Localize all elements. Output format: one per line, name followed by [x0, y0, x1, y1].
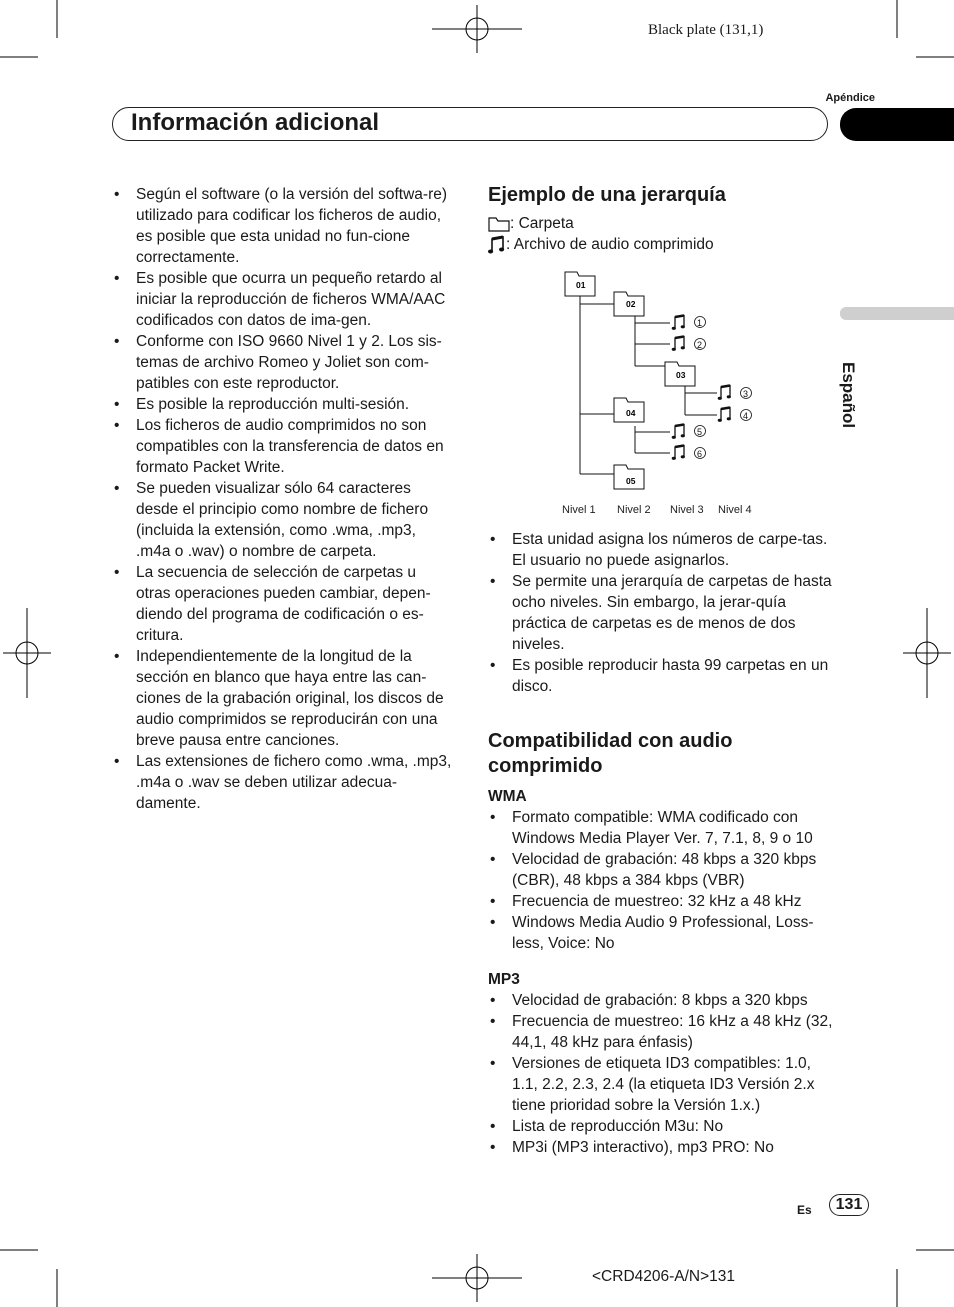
- wma-heading: WMA: [488, 788, 527, 805]
- file-4: [718, 408, 752, 422]
- file-number: 1: [697, 318, 703, 328]
- legend-file: [488, 234, 833, 255]
- folder-04: [614, 398, 644, 422]
- chapter-tab: [840, 108, 954, 141]
- list-item: • Conforme con ISO 9660 Nivel 1 y 2. Los sis-temas de archivo Romeo y Joliet son com-patibles con este reproductor.: [112, 331, 454, 394]
- file-5: [672, 425, 706, 439]
- folder-01: [565, 272, 595, 296]
- list-item: • Es posible la reproducción multi-sesión.: [112, 394, 454, 415]
- list-item: • Las extensiones de fichero como .wma, .mp3, .m4a o .wav se deben utilizar adecua-damente.: [112, 751, 454, 814]
- page-title: Información adicional: [131, 109, 380, 136]
- folder-label: 01: [576, 280, 586, 290]
- mp3-bullet-list: [488, 990, 833, 1158]
- file-2: [672, 337, 706, 351]
- document-code: <CRD4206-A/N>131: [592, 1268, 736, 1285]
- file-number: 2: [697, 340, 703, 350]
- mp3-section: [488, 990, 833, 1158]
- list-item: • La secuencia de selección de carpetas u otras operaciones pueden cambiar, depen-diendo del programa de codificación o es-critura.: [112, 562, 454, 646]
- list-item: • Lista de reproducción M3u: No: [488, 1116, 833, 1137]
- list-item: • Según el software (o la versión del softwa-re) utilizado para codificar los ficheros de audio, es posible que esta unidad no fun-cione correctamente.: [112, 184, 454, 268]
- legend-folder: [488, 213, 833, 234]
- folder-label: 05: [626, 476, 636, 486]
- section-label: Apéndice: [825, 92, 875, 104]
- list-item: • Frecuencia de muestreo: 32 kHz a 48 kHz: [488, 891, 833, 912]
- list-item: • Versiones de etiqueta ID3 compatibles: 1.0, 1.1, 2.2, 2.3, 2.4 (la etiqueta ID3 Versión 2.x tiene prioridad sobre la Versión 1.x.): [488, 1053, 833, 1116]
- folder-03: [665, 362, 695, 386]
- level-label: Nivel 3: [670, 504, 704, 516]
- file-number: 4: [743, 411, 749, 421]
- footer-language-code: Es: [797, 1203, 812, 1217]
- level-label: Nivel 1: [562, 504, 596, 516]
- hierarchy-bullet-list: [488, 529, 833, 697]
- file-number: 5: [697, 427, 703, 437]
- folder-label: 04: [626, 408, 636, 418]
- left-column: [112, 184, 454, 814]
- folder-02: [614, 292, 644, 316]
- list-item: • Velocidad de grabación: 48 kbps a 320 kbps (CBR), 48 kbps a 384 kbps (VBR): [488, 849, 833, 891]
- list-item: • Independientemente de la longitud de la sección en blanco que haya entre las can-ciones de la grabación original, los discos de audio comprimidos se reproducirán con una breve pausa entre canciones.: [112, 646, 454, 751]
- list-item: • Se permite una jerarquía de carpetas de hasta ocho niveles. Sin embargo, la jerar-quía práctica de carpetas es de menos de dos niveles.: [488, 571, 833, 655]
- page-number: 131: [829, 1194, 869, 1216]
- language-tab-marker: [840, 307, 954, 320]
- file-number: 3: [743, 389, 749, 399]
- folder-icon: [488, 215, 510, 233]
- left-bullet-list: [112, 184, 454, 814]
- level-label: Nivel 4: [718, 504, 752, 516]
- list-item: • Es posible reproducir hasta 99 carpetas en un disco.: [488, 655, 833, 697]
- folder-05: [614, 465, 644, 489]
- file-6: [672, 446, 706, 460]
- list-item: • Velocidad de grabación: 8 kbps a 320 kbps: [488, 990, 833, 1011]
- list-item: • Esta unidad asigna los números de carpe-tas. El usuario no puede asignarlos.: [488, 529, 833, 571]
- hierarchy-notes: [488, 529, 833, 697]
- music-note-icon: [488, 235, 506, 255]
- folder-label: 02: [626, 299, 636, 309]
- wma-section: [488, 807, 833, 954]
- legend-file-label: : Archivo de audio comprimido: [506, 236, 714, 253]
- hierarchy-diagram: [555, 262, 765, 522]
- file-1: [672, 316, 706, 330]
- folder-label: 03: [676, 370, 686, 380]
- compat-heading: Compatibilidad con audio comprimido: [488, 730, 733, 777]
- mp3-heading: MP3: [488, 971, 520, 988]
- list-item: • Es posible que ocurra un pequeño retardo al iniciar la reproducción de ficheros WMA/AAC codificados con datos de ima-gen.: [112, 268, 454, 331]
- wma-bullet-list: [488, 807, 833, 954]
- file-3: [718, 386, 752, 400]
- list-item: • Se pueden visualizar sólo 64 caracteres desde el principio como nombre de fichero (incluida la extensión, como .wma, .mp3, .m4a o .wav) o nombre de carpeta.: [112, 478, 454, 562]
- list-item: • Frecuencia de muestreo: 16 kHz a 48 kHz (32, 44,1, 48 kHz para énfasis): [488, 1011, 833, 1053]
- file-number: 6: [697, 449, 703, 459]
- level-label: Nivel 2: [617, 504, 651, 516]
- list-item: • Windows Media Audio 9 Professional, Loss-less, Voice: No: [488, 912, 833, 954]
- list-item: • MP3i (MP3 interactivo), mp3 PRO: No: [488, 1137, 833, 1158]
- legend-folder-label: : Carpeta: [510, 215, 574, 232]
- list-item: • Formato compatible: WMA codificado con Windows Media Player Ver. 7, 7.1, 8, 9 o 10: [488, 807, 833, 849]
- plate-label: Black plate (131,1): [648, 22, 764, 38]
- list-item: • Los ficheros de audio comprimidos no son compatibles con la transferencia de datos en formato Packet Write.: [112, 415, 454, 478]
- language-tab: Español: [839, 362, 858, 429]
- hierarchy-heading: Ejemplo de una jerarquía: [488, 184, 726, 206]
